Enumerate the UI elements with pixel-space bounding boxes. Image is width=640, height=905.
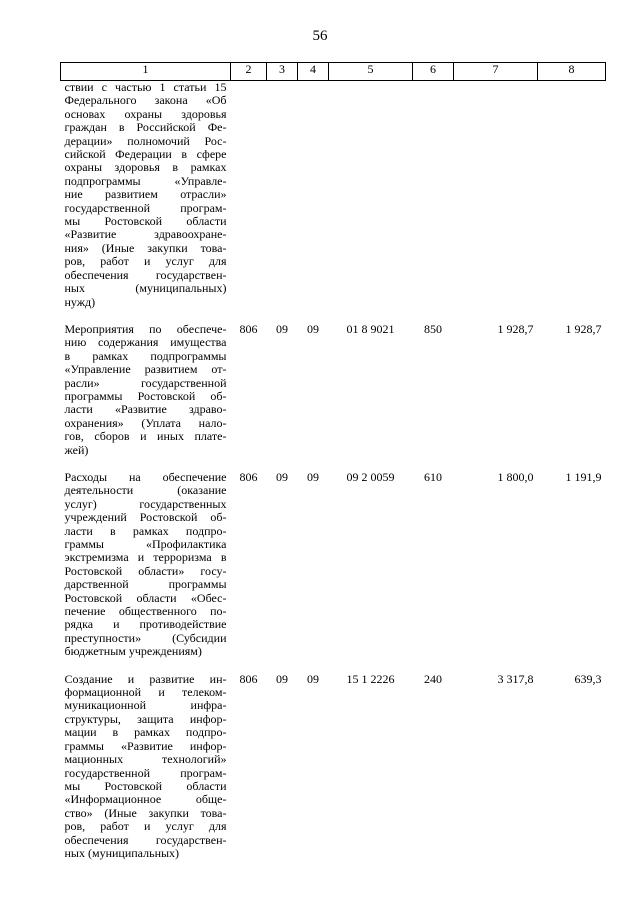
description-line: сийской Федерации в сфере (64, 147, 227, 162)
description-line: ласти «Развитие здраво- (64, 402, 227, 417)
executed-amount: 1 191,9 (565, 469, 602, 484)
description-line: Расходы на обеспечение (64, 469, 227, 484)
target-article-code: 15 1 2226 (346, 671, 395, 686)
table-row (61, 471, 606, 659)
section-code: 09 (276, 469, 288, 484)
description-line: Ростовской области» госу- (64, 563, 227, 578)
executed-amount: 639,3 (574, 671, 602, 686)
header-row (61, 63, 606, 81)
subsection-code: 09 (307, 321, 319, 336)
description-line: гов, сборов и иных плате- (64, 429, 227, 444)
target-article-code: 09 2 0059 (346, 469, 395, 484)
description-line: услуг) государственных (64, 496, 227, 511)
planned-amount: 1 800,0 (497, 469, 534, 484)
description-line: Создание и развитие ин- (64, 671, 227, 686)
description-line: «Информационное обще- (64, 792, 227, 807)
description-line: программы Ростовской об- (64, 388, 227, 403)
table-row (61, 673, 606, 861)
header-cell-4: 4 (298, 63, 329, 81)
description-line: дерации» полномочий Рос- (64, 133, 227, 148)
row-spacer (61, 457, 606, 471)
header-cell-5: 5 (329, 63, 413, 81)
description-line: бюджетным учреждениям) (64, 644, 202, 659)
header-cell-6: 6 (413, 63, 454, 81)
description-line: экстремизма и терроризма в (64, 550, 227, 565)
ministry-code: 806 (239, 469, 258, 484)
table-row (61, 323, 606, 457)
description-line: ласти в рамках подпро- (64, 523, 227, 538)
ministry-code (231, 81, 267, 309)
expense-type-code: 240 (424, 671, 442, 686)
description-line: государственной програм- (64, 200, 227, 215)
description-line: структуры, защита инфор- (64, 711, 227, 726)
description-line: ствии с частью 1 статьи 15 (64, 80, 227, 94)
description-line: ство» (Иные закупки това- (64, 805, 227, 820)
description-line: мации в рамках подпро- (64, 725, 227, 740)
target-article-code (329, 81, 413, 309)
description-line: формационной и телеком- (64, 685, 227, 700)
page-number: 56 (312, 28, 328, 44)
description-line: «Управление развитием от- (64, 362, 227, 377)
header-cell-3: 3 (267, 63, 298, 81)
description-line: граммы «Профилактика (64, 537, 227, 551)
budget-table (60, 62, 606, 860)
planned-amount: 1 928,7 (497, 321, 534, 336)
header-cell-7: 7 (454, 63, 538, 81)
expense-type-code: 610 (424, 469, 442, 484)
section-code: 09 (276, 671, 288, 686)
description-line: ных (муниципальных) (64, 281, 227, 296)
description-line: ние развитием отрасли» (64, 187, 227, 202)
expense-type-code (413, 81, 454, 309)
description-line: ных (муниципальных) (64, 845, 180, 860)
row-description (61, 673, 231, 861)
description-line: мы Ростовской области (64, 214, 227, 229)
description-line: дарственной программы (64, 577, 227, 592)
header-cell-8: 8 (538, 63, 606, 81)
description-line: государственной програм- (64, 765, 227, 780)
row-description (61, 471, 231, 659)
description-line: деятельности (оказание (64, 483, 227, 498)
description-line: расли» государственной (64, 375, 227, 390)
description-line: охраны здоровья в рамках (64, 160, 227, 175)
row-spacer (61, 659, 606, 673)
description-line: Мероприятия по обеспече- (64, 321, 227, 336)
ministry-code: 806 (239, 671, 258, 686)
description-line: охранения» (Уплата нало- (64, 415, 227, 430)
description-line: печение общественного по- (64, 604, 227, 619)
description-line: обеспечения государствен- (64, 267, 227, 282)
description-line: мационных технологий» (64, 752, 227, 767)
table-row (61, 81, 606, 309)
description-line: в рамках подпрограммы (64, 348, 227, 363)
section-code (267, 81, 298, 309)
subsection-code: 09 (307, 671, 319, 686)
description-line: ров, работ и услуг для (64, 819, 227, 834)
description-line: нужд) (64, 294, 96, 309)
section-code: 09 (276, 321, 288, 336)
description-line: Ростовской области «Обес- (64, 590, 227, 605)
description-line: граммы «Развитие инфор- (64, 738, 227, 753)
header-cell-2: 2 (231, 63, 267, 81)
description-line: Федерального закона «Об (64, 93, 227, 108)
description-line: ров, работ и услуг для (64, 254, 227, 269)
description-line: преступности» (Субсидии (64, 630, 227, 645)
executed-amount (538, 81, 606, 309)
row-description (61, 323, 231, 457)
subsection-code: 09 (307, 469, 319, 484)
description-line: мы Ростовской области (64, 778, 227, 793)
description-line: ния» (Иные закупки това- (64, 240, 227, 255)
target-article-code: 01 8 9021 (346, 321, 395, 336)
description-line: «Развитие здравоохране- (64, 227, 227, 242)
executed-amount: 1 928,7 (565, 321, 602, 336)
description-line: рядка и противодействие (64, 617, 227, 632)
row-description (61, 81, 231, 309)
ministry-code: 806 (239, 321, 258, 336)
description-line: граждан в Российской Фе- (64, 120, 227, 135)
subsection-code (298, 81, 329, 309)
description-line: обеспечения государствен- (64, 832, 227, 847)
header-cell-1: 1 (61, 63, 231, 81)
description-line: основах охраны здоровья (64, 106, 227, 121)
description-line: подпрограммы «Управле- (64, 173, 227, 188)
planned-amount (454, 81, 538, 309)
description-line: жей) (64, 442, 89, 457)
planned-amount: 3 317,8 (497, 671, 534, 686)
description-line: учреждений Ростовской об- (64, 510, 227, 525)
row-spacer (61, 309, 606, 323)
description-line: нию содержания имущества (64, 335, 227, 350)
expense-type-code: 850 (424, 321, 442, 336)
description-line: муникационной инфра- (64, 698, 227, 713)
